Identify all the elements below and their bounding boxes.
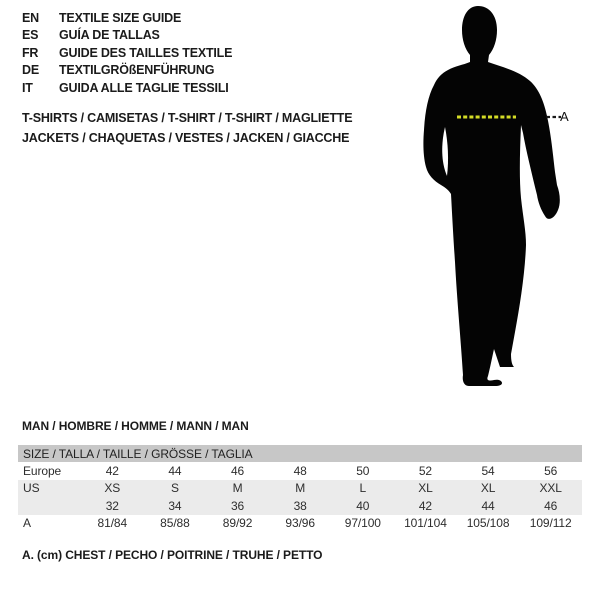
table-cell: 32 <box>105 498 119 513</box>
table-row-us <box>18 480 582 498</box>
language-row-es <box>22 27 232 44</box>
table-cell: 54 <box>481 463 495 478</box>
language-row-fr <box>22 45 232 62</box>
table-cell: 97/100 <box>344 516 381 531</box>
table-cell: 36 <box>230 498 245 513</box>
language-row-de <box>22 62 232 79</box>
language-code: FR <box>22 45 39 60</box>
table-cell: 52 <box>418 463 433 478</box>
language-code: ES <box>22 28 39 43</box>
table-cell: XL <box>480 481 496 496</box>
language-title: GUIDA ALLE TAGLIE TESSILI <box>59 80 229 95</box>
table-cell: 50 <box>356 463 370 478</box>
category-line-tshirts: T-SHIRTS / CAMISETAS / T-SHIRT / T-SHIRT / MAGLIETTE <box>22 111 353 125</box>
table-cell: 48 <box>293 463 307 478</box>
language-code: EN <box>22 11 39 25</box>
table-cell: XS <box>104 481 121 496</box>
table-cell: 81/84 <box>97 516 128 531</box>
man-body-shape <box>423 6 559 386</box>
table-cell: 101/104 <box>404 516 447 531</box>
table-cell: M <box>232 481 243 496</box>
table-cell: 44 <box>481 498 495 513</box>
language-title: TEXTILGRÖßENFÜHRUNG <box>59 63 215 78</box>
language-row-en <box>22 10 232 27</box>
table-cell: 89/92 <box>222 516 253 531</box>
table-cell: 40 <box>356 498 370 513</box>
size-table <box>18 445 582 532</box>
table-cell: L <box>359 481 367 496</box>
table-row-chest-a <box>18 515 582 533</box>
measure-label-a: A <box>560 109 569 124</box>
language-code: DE <box>22 63 39 78</box>
table-row-numeric <box>18 497 582 515</box>
category-line-jackets: JACKETS / CHAQUETAS / VESTES / JACKEN / GIACCHE <box>22 130 350 145</box>
table-cell: 109/112 <box>529 516 572 531</box>
row-label: Europe <box>23 463 62 478</box>
language-list <box>22 10 232 97</box>
row-label: A <box>23 516 31 531</box>
language-code: IT <box>22 80 33 95</box>
measurement-footnote: A. (cm) CHEST / PECHO / POITRINE / TRUHE / PETTO <box>22 548 323 562</box>
size-table-header: SIZE / TALLA / TAILLE / GRÖSSE / TAGLIA <box>18 445 582 462</box>
garment-categories <box>22 109 352 148</box>
table-cell: M <box>295 481 306 496</box>
language-title: TEXTILE SIZE GUIDE <box>59 11 182 25</box>
table-cell: 85/88 <box>160 516 190 531</box>
language-title: GUIDE DES TAILLES TEXTILE <box>59 45 233 60</box>
table-cell: XXL <box>539 481 562 496</box>
table-cell: 56 <box>544 463 558 478</box>
table-cell: 42 <box>418 498 433 513</box>
table-cell: 105/108 <box>466 516 510 531</box>
table-cell: 38 <box>293 498 307 513</box>
table-cell: S <box>170 481 179 496</box>
table-cell: 42 <box>105 463 119 478</box>
table-cell: 44 <box>168 463 182 478</box>
table-cell: 46 <box>544 498 558 513</box>
row-label: US <box>23 481 40 496</box>
language-title: GUÍA DE TALLAS <box>59 28 160 43</box>
section-label-man: MAN / HOMBRE / HOMME / MANN / MAN <box>22 419 249 433</box>
table-row-europe <box>18 462 582 480</box>
table-cell: XL <box>418 481 433 496</box>
table-cell: 46 <box>230 463 245 478</box>
table-cell: 93/96 <box>285 516 315 531</box>
table-cell: 34 <box>168 498 182 513</box>
language-row-it <box>22 80 232 97</box>
man-silhouette-icon <box>415 4 565 400</box>
